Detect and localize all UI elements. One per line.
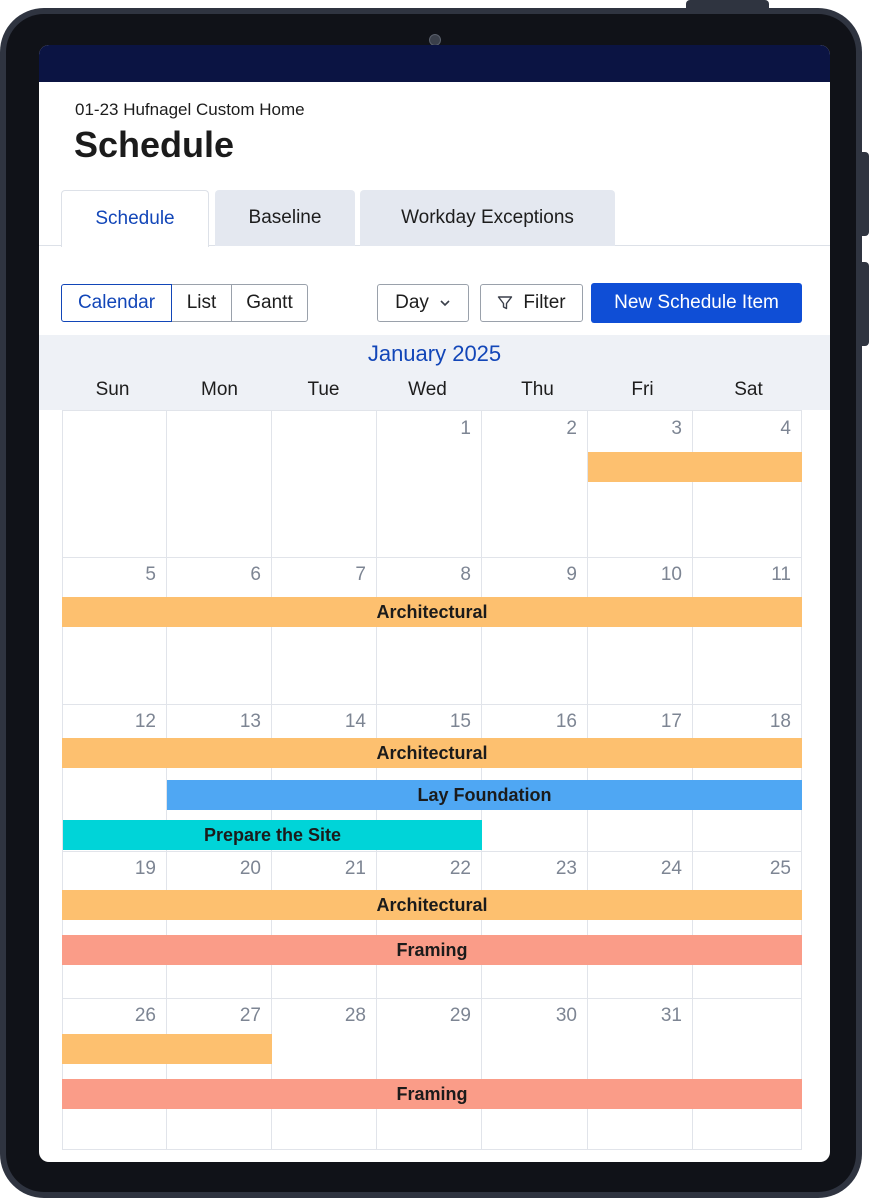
day-number: 16 — [555, 711, 577, 732]
day-cell[interactable] — [693, 704, 802, 852]
weekday-sun: Sun — [95, 379, 130, 400]
event-bar-continuation[interactable] — [588, 452, 802, 482]
day-cell[interactable] — [693, 557, 802, 705]
day-cell[interactable] — [482, 851, 588, 999]
day-cell[interactable] — [62, 851, 167, 999]
tab-schedule[interactable]: Schedule — [61, 190, 209, 247]
day-cell[interactable] — [693, 851, 802, 999]
event-bar-architectural[interactable]: Architectural — [62, 738, 802, 768]
day-number: 21 — [344, 858, 366, 879]
day-cell[interactable] — [693, 410, 802, 558]
day-select-value: Day — [395, 292, 429, 313]
weekday-sat: Sat — [734, 379, 763, 400]
volume-down-button — [861, 262, 869, 346]
day-number: 2 — [566, 418, 577, 439]
day-number: 31 — [660, 1005, 682, 1026]
day-cell[interactable] — [272, 410, 377, 558]
day-cell[interactable] — [482, 410, 588, 558]
day-cell[interactable] — [377, 557, 482, 705]
filter-label: Filter — [523, 292, 566, 313]
day-cell[interactable] — [272, 557, 377, 705]
day-number: 1 — [460, 418, 471, 439]
day-number: 14 — [344, 711, 366, 732]
day-cell[interactable] — [62, 557, 167, 705]
day-number: 24 — [660, 858, 682, 879]
weekday-mon: Mon — [201, 379, 238, 400]
day-cell[interactable] — [588, 410, 693, 558]
event-bar-framing[interactable]: Framing — [62, 935, 802, 965]
event-bar-architectural[interactable]: Architectural — [62, 597, 802, 627]
day-number: 10 — [660, 564, 682, 585]
day-cell[interactable] — [482, 557, 588, 705]
tab-workday-exceptions[interactable]: Workday Exceptions — [360, 190, 615, 246]
day-number: 26 — [134, 1005, 156, 1026]
day-number: 13 — [239, 711, 261, 732]
event-bar-prepare-the-site[interactable]: Prepare the Site — [63, 820, 482, 850]
event-bar-lay-foundation[interactable]: Lay Foundation — [167, 780, 802, 810]
event-bar-framing[interactable]: Framing — [62, 1079, 802, 1109]
day-cell[interactable] — [588, 557, 693, 705]
event-bar-architectural[interactable]: Architectural — [62, 890, 802, 920]
day-cell[interactable] — [482, 704, 588, 852]
day-number: 11 — [771, 564, 791, 585]
day-cell[interactable] — [588, 998, 693, 1150]
day-number: 23 — [555, 858, 577, 879]
tab-baseline[interactable]: Baseline — [215, 190, 355, 246]
filter-icon — [497, 295, 513, 311]
weekday-tue: Tue — [307, 379, 340, 400]
day-number: 29 — [449, 1005, 471, 1026]
power-button — [686, 0, 769, 9]
day-cell[interactable] — [167, 998, 272, 1150]
day-select[interactable] — [377, 284, 469, 322]
day-cell[interactable] — [377, 851, 482, 999]
chevron-down-icon — [439, 299, 451, 307]
day-cell[interactable] — [62, 410, 167, 558]
day-number: 22 — [449, 858, 471, 879]
day-cell[interactable] — [272, 851, 377, 999]
day-cell[interactable] — [377, 998, 482, 1150]
day-cell[interactable] — [588, 851, 693, 999]
day-number: 9 — [566, 564, 577, 585]
page-title: Schedule — [74, 124, 235, 165]
day-cell[interactable] — [167, 557, 272, 705]
day-number: 18 — [769, 711, 791, 732]
day-number: 15 — [449, 711, 471, 732]
day-number: 27 — [239, 1005, 261, 1026]
view-gantt-button[interactable]: Gantt — [231, 284, 308, 322]
weekday-thu: Thu — [521, 379, 554, 400]
day-cell[interactable] — [377, 410, 482, 558]
day-number: 6 — [250, 564, 261, 585]
weekday-fri: Fri — [631, 379, 654, 400]
day-number: 8 — [460, 564, 471, 585]
day-number: 7 — [355, 564, 366, 585]
day-number: 12 — [134, 711, 156, 732]
day-cell[interactable] — [693, 998, 802, 1150]
day-cell[interactable] — [167, 851, 272, 999]
month-title: January 2025 — [367, 341, 502, 366]
day-number: 17 — [660, 711, 682, 732]
project-name: 01-23 Hufnagel Custom Home — [75, 100, 305, 119]
day-number: 5 — [145, 564, 156, 585]
view-calendar-button[interactable]: Calendar — [61, 284, 172, 322]
day-number: 25 — [769, 858, 791, 879]
filter-button[interactable] — [480, 284, 583, 322]
event-bar-continuation[interactable] — [62, 1034, 272, 1064]
volume-up-button — [861, 152, 869, 236]
status-bar — [39, 45, 830, 82]
day-cell[interactable] — [167, 410, 272, 558]
calendar-grid — [62, 410, 802, 1150]
day-number: 19 — [134, 858, 156, 879]
day-cell[interactable] — [482, 998, 588, 1150]
view-list-button[interactable]: List — [171, 284, 232, 322]
day-number: 3 — [671, 418, 682, 439]
day-number: 30 — [555, 1005, 577, 1026]
day-cell[interactable] — [588, 704, 693, 852]
day-cell[interactable] — [62, 998, 167, 1150]
day-number: 4 — [780, 418, 791, 439]
screen — [39, 45, 830, 1162]
new-schedule-item-button[interactable]: New Schedule Item — [591, 283, 802, 323]
weekday-wed: Wed — [408, 379, 447, 400]
day-number: 20 — [239, 858, 261, 879]
day-number: 28 — [344, 1005, 366, 1026]
day-cell[interactable] — [272, 998, 377, 1150]
